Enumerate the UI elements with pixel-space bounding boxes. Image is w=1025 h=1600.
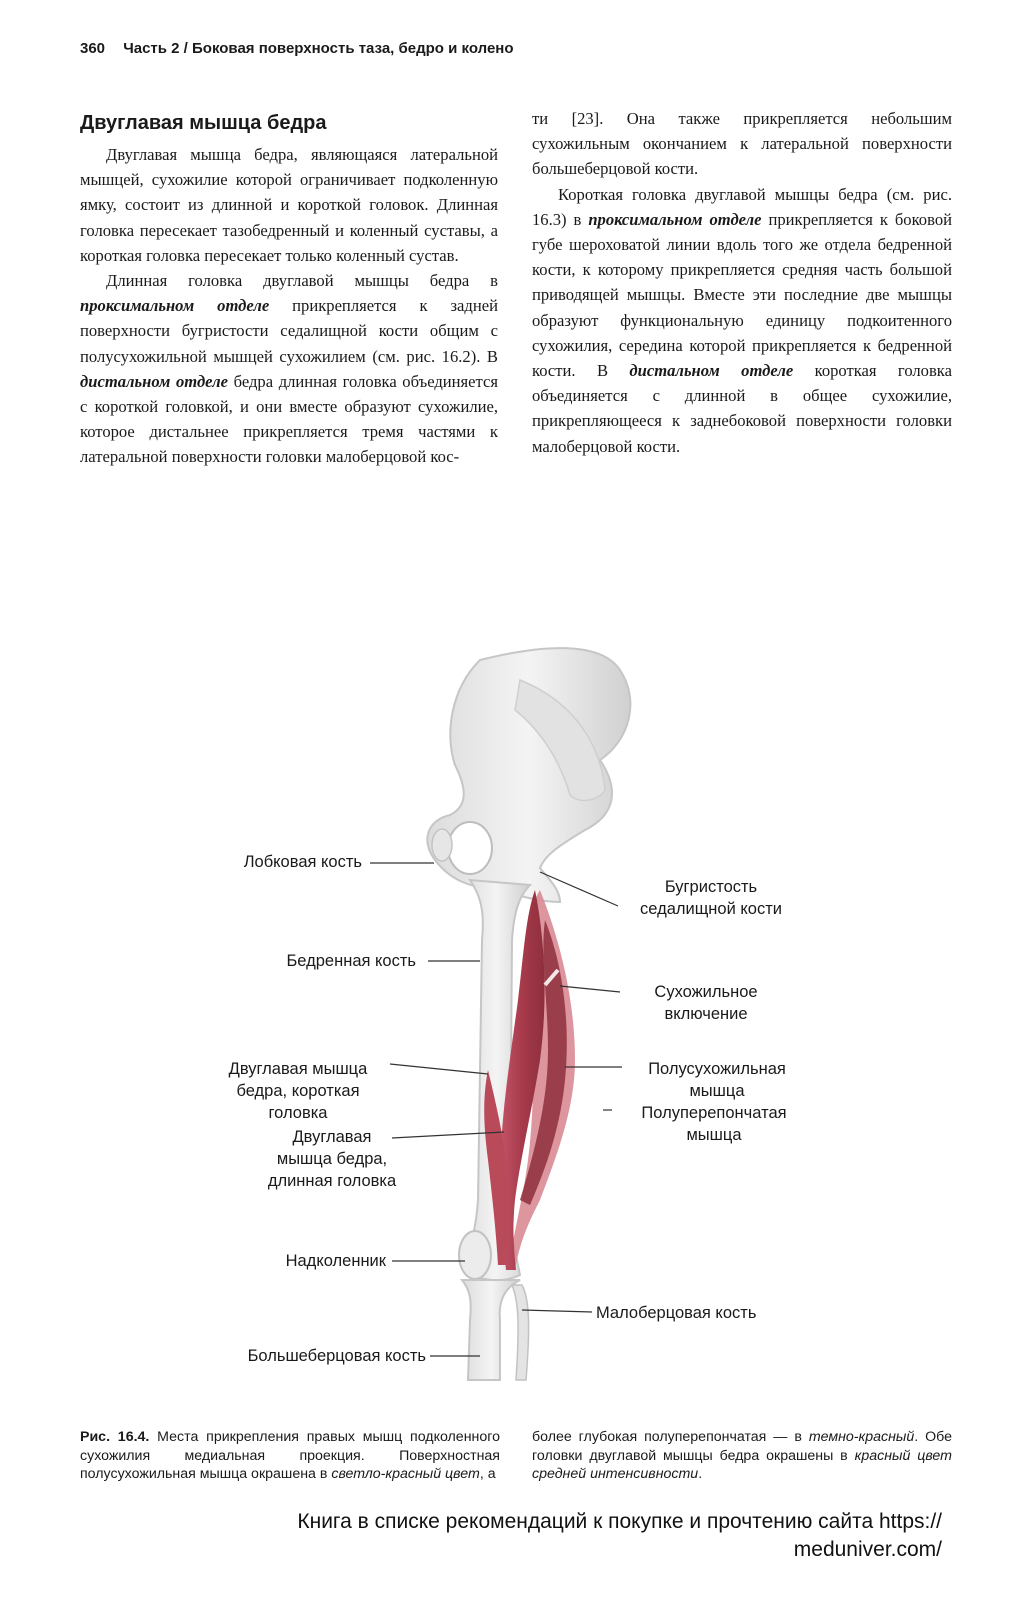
label-semimembranosus-1: Полуперепончатая: [641, 1104, 787, 1122]
p2-text-c: бедра длинная головка объединяется с короткой головкой, и они вместе образуют сухожилие, которое дистальнее прикрепляется тремя частями к латеральной поверхности головки малоберцовой кос-: [80, 371, 499, 467]
anatomy-figure: [0, 640, 1025, 1420]
figure-caption-right: [532, 1428, 952, 1484]
label-long-head-1: Двуглавая: [292, 1128, 372, 1146]
label-tendinous-1: Сухожильное: [654, 983, 758, 1001]
paragraph-2: [80, 268, 498, 470]
paragraph-3: [532, 182, 952, 459]
label-short-head-1: Двуглавая мышца: [228, 1060, 368, 1078]
label-long-head-3: длинная головка: [267, 1172, 397, 1190]
p2-emphasis-2: дистальном отделе: [80, 371, 229, 391]
p3-text-a: Короткая головка двуглавой мышцы бедра (см. рис. 16.3) в: [532, 184, 952, 229]
obturator-foramen: [448, 822, 492, 874]
label-patella: Надколенник: [285, 1252, 386, 1270]
footer-line-2: meduniver.com/: [793, 1538, 942, 1561]
running-title: Часть 2 / Боковая поверхность таза, бедро и колено: [123, 40, 514, 57]
p3-emphasis-1: проксимальном отделе: [588, 209, 762, 229]
caption-label: Рис. 16.4.: [80, 1429, 150, 1445]
text-column-left: [80, 110, 498, 470]
caption-text-d: . Обе головки двуглавой мышцы бедра окрашены в: [532, 1429, 952, 1464]
fibula: [512, 1285, 529, 1380]
caption-italic-2: темно-красный: [808, 1429, 915, 1445]
caption-italic-1: светло-красный цвет: [331, 1466, 480, 1483]
paragraph-1: Двуглавая мышца бедра, являющаяся латеральной мышцей, сухожилие которой ограничивает подколенную ямку, состоит из длинной и короткой головок. Длинная головка пересекает тазобедренный и коленный суставы, а короткая головка пересекает только коленный сустав.: [80, 145, 498, 265]
caption-text-b: , а: [479, 1466, 496, 1483]
p3-emphasis-2: дистальном отделе: [629, 361, 794, 381]
label-ischial-tuberosity-1: Бугристость: [664, 878, 758, 896]
footer-note: [160, 1508, 942, 1564]
label-semitendinosus-1: Полусухожильная: [648, 1060, 786, 1078]
label-ischial-tuberosity-2: седалищной кости: [640, 900, 782, 918]
label-short-head-3: головка: [268, 1104, 328, 1122]
p2-text-a: Длинная головка двуглавой мышцы бедра в: [106, 271, 498, 291]
label-tibia: Большеберцовая кость: [247, 1347, 426, 1365]
label-pubic-bone: Лобковая кость: [243, 853, 362, 871]
caption-text-c: более глубокая полуперепончатая — в: [532, 1429, 809, 1445]
text-column-right: [532, 106, 952, 459]
footer-line-1: Книга в списке рекомендаций к покупке и прочтению сайта https://: [297, 1510, 942, 1533]
label-long-head-2: мышца бедра,: [276, 1150, 388, 1168]
p3-text-c: короткая головка объединяется с длинной в общее сухожилие, прикрепляющееся к заднебоковой поверхности головки малоберцовой кости.: [532, 361, 952, 456]
p3-text-b: прикрепляется к боковой губе шероховатой линии вдоль того же отдела бедренной кости, к которому прикрепляется средняя часть большой приводящей мышцы. Вместе эти последние две мышцы образуют функциональную единицу подкоитенного сухожилия, середина которой прикрепляется к бедренной кости. В: [532, 209, 952, 381]
label-semitendinosus-2: мышца: [689, 1082, 745, 1100]
label-fibula: Малоберцовая кость: [596, 1304, 757, 1322]
paragraph-2-continued: ти [23]. Она также прикрепляется небольшим сухожильным окончанием к латеральной поверхности большеберцовой кости.: [532, 109, 952, 179]
section-title: Двуглавая мышца бедра: [80, 112, 327, 134]
p2-emphasis-1: проксимальном отделе: [80, 296, 270, 316]
caption-text-e: .: [698, 1466, 703, 1483]
label-femur: Бедренная кость: [286, 952, 416, 970]
pubic-symphysis: [432, 829, 452, 861]
running-head: [80, 40, 960, 57]
caption-italic-3: красный цвет средней интенсивности: [532, 1447, 952, 1483]
caption-text-a: Места прикрепления правых мышц подколенного сухожилия медиальная проекция. Поверхностная полусухожильная мышца окрашена в: [80, 1429, 501, 1483]
label-semimembranosus-2: мышца: [686, 1126, 742, 1144]
page-number: 360: [80, 40, 106, 57]
tibia: [462, 1280, 520, 1380]
figure-caption-left: [80, 1428, 500, 1484]
anatomy-illustration: [0, 640, 1025, 1420]
label-short-head-2: бедра, короткая: [236, 1082, 360, 1100]
patella: [459, 1231, 491, 1279]
p2-text-b: прикрепляется к задней поверхности бугристости седалищной кости общим с полусухожильной мышцей сухожилием (см. рис. 16.2). В: [80, 296, 498, 366]
label-tendinous-2: включение: [664, 1005, 748, 1023]
